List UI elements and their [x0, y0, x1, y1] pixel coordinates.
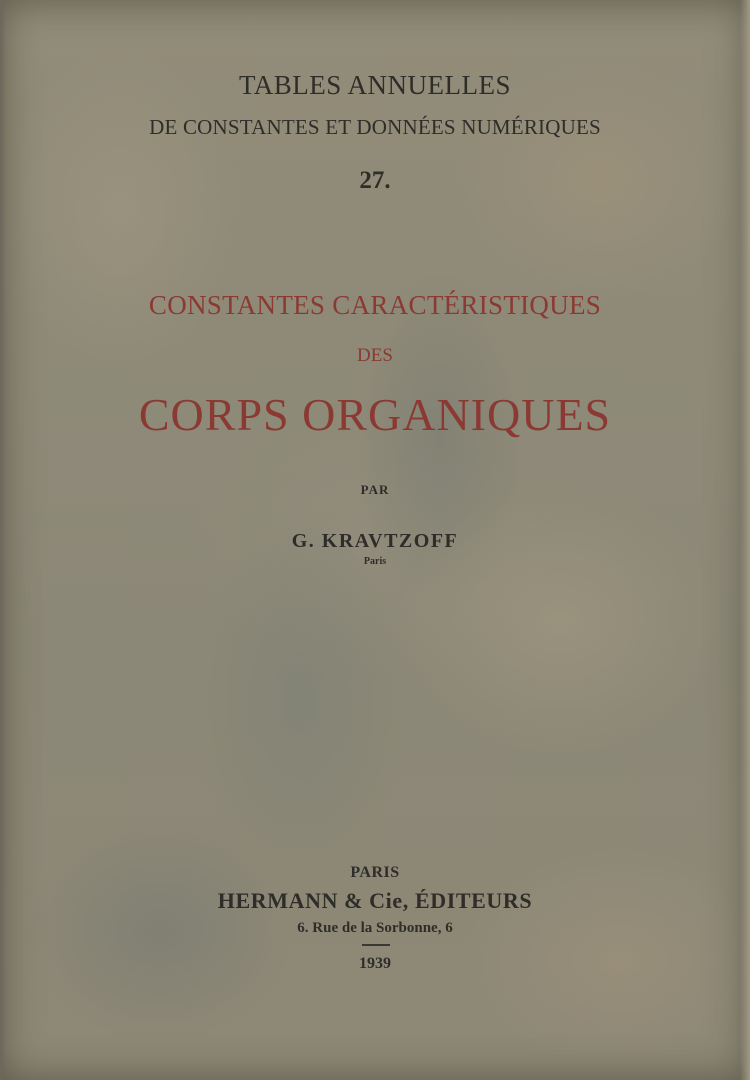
publisher-city: PARIS — [350, 864, 400, 881]
series-title: TABLES ANNUELLES — [238, 70, 512, 100]
year-divider — [362, 944, 390, 946]
author-place: Paris — [363, 556, 387, 567]
publisher-name: HERMANN & Cie, ÉDITEURS — [217, 888, 533, 913]
book-title: CORPS ORGANIQUES — [138, 389, 612, 440]
subject-connector: DES — [357, 345, 393, 366]
series-subtitle: DE CONSTANTES ET DONNÉES NUMÉRIQUES — [149, 115, 601, 139]
publication-year: 1939 — [359, 955, 391, 972]
author-name: G. KRAVTZOFF — [291, 530, 459, 552]
author-by-label: PAR — [360, 482, 390, 497]
volume-number: 27. — [359, 167, 391, 194]
subject-line: CONSTANTES CARACTÉRISTIQUES — [148, 290, 602, 320]
publisher-address: 6. Rue de la Sorbonne, 6 — [297, 920, 453, 936]
